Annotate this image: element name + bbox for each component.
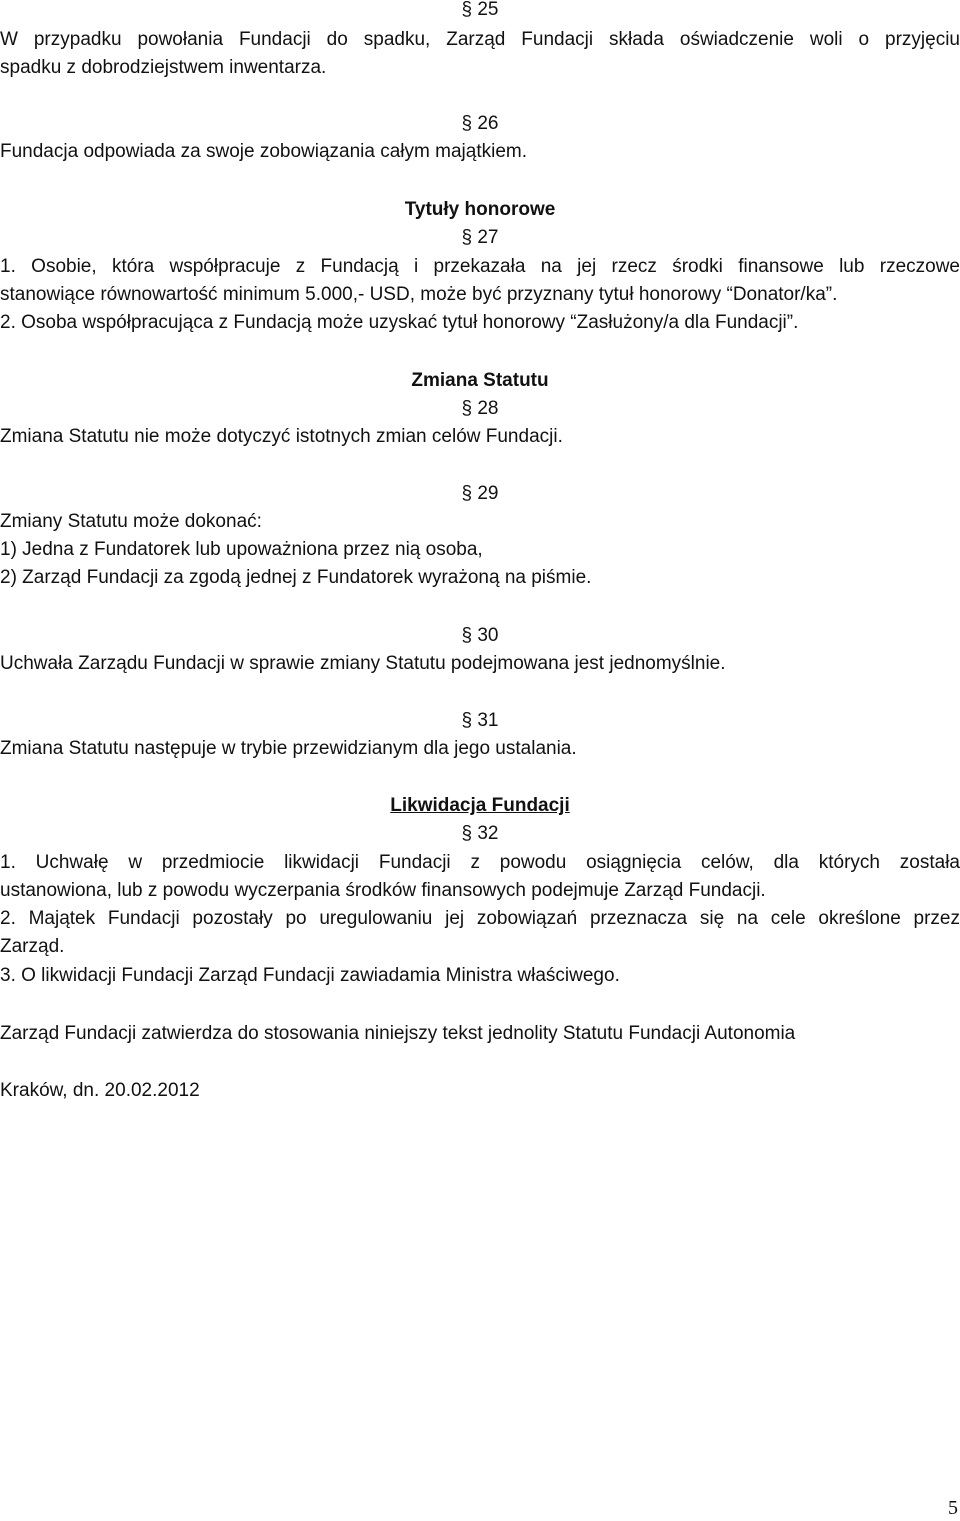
heading-tytuly-honorowe: Tytuły honorowe [404,199,556,220]
section-number-27: § 27 [461,227,499,248]
section-number-32: § 32 [461,823,499,844]
section-number-28: § 28 [461,398,499,419]
paragraph-27-line-3: 2. Osoba współpracująca z Fundacją może uzyskać tytuł honorowy “Zasłużony/a dla Fundacji”. [0,312,799,333]
paragraph-27-line-1: 1. Osobie, która współpracuje z Fundacją i przekazała na jej rzecz środki finansowe lub rzeczowe [0,256,960,277]
paragraph-25-line-2: spadku z dobrodziejstwem inwentarza. [0,57,327,78]
paragraph-32-line-4: Zarząd. [0,936,65,957]
paragraph-29-line-2: 1) Jedna z Fundatorek lub upoważniona przez nią osoba, [0,539,483,560]
paragraph-32-line-1: 1. Uchwałę w przedmiocie likwidacji Fundacji z powodu osiągnięcia celów, dla których została [0,852,960,873]
paragraph-25-line-1: W przypadku powołania Fundacji do spadku, Zarząd Fundacji składa oświadczenie woli o przyjęciu [0,29,960,50]
page-number: 5 [948,1497,958,1519]
section-number-31: § 31 [461,710,499,731]
closing-statement: Zarząd Fundacji zatwierdza do stosowania niniejszy tekst jednolity Statutu Fundacji Autonomia [0,1023,796,1044]
section-number-30: § 30 [461,625,499,646]
section-number-29: § 29 [461,483,499,504]
section-number-25: § 25 [461,0,499,20]
paragraph-32-line-3: 2. Majątek Fundacji pozostały po uregulowaniu jej zobowiązań przeznacza się na cele określone przez [0,908,960,929]
section-number-26: § 26 [461,113,499,134]
paragraph-31-line-1: Zmiana Statutu następuje w trybie przewidzianym dla jego ustalania. [0,738,577,759]
paragraph-29-line-1: Zmiany Statutu może dokonać: [0,511,262,532]
paragraph-29-line-3: 2) Zarząd Fundacji za zgodą jednej z Fundatorek wyrażoną na piśmie. [0,567,592,588]
paragraph-30-line-1: Uchwała Zarządu Fundacji w sprawie zmiany Statutu podejmowana jest jednomyślnie. [0,653,726,674]
heading-likwidacja-fundacji: Likwidacja Fundacji [390,795,570,816]
paragraph-27-line-2: stanowiące równowartość minimum 5.000,- USD, może być przyznany tytuł honorowy “Donator/ka”. [0,284,838,305]
place-and-date: Kraków, dn. 20.02.2012 [0,1080,200,1101]
paragraph-28-line-1: Zmiana Statutu nie może dotyczyć istotnych zmian celów Fundacji. [0,426,563,447]
heading-zmiana-statutu: Zmiana Statutu [411,370,549,391]
paragraph-26-line-1: Fundacja odpowiada za swoje zobowiązania całym majątkiem. [0,141,527,162]
paragraph-32-line-2: ustanowiona, lub z powodu wyczerpania środków finansowych podejmuje Zarząd Fundacji. [0,880,766,901]
paragraph-32-line-5: 3. O likwidacji Fundacji Zarząd Fundacji zawiadamia Ministra właściwego. [0,965,620,986]
